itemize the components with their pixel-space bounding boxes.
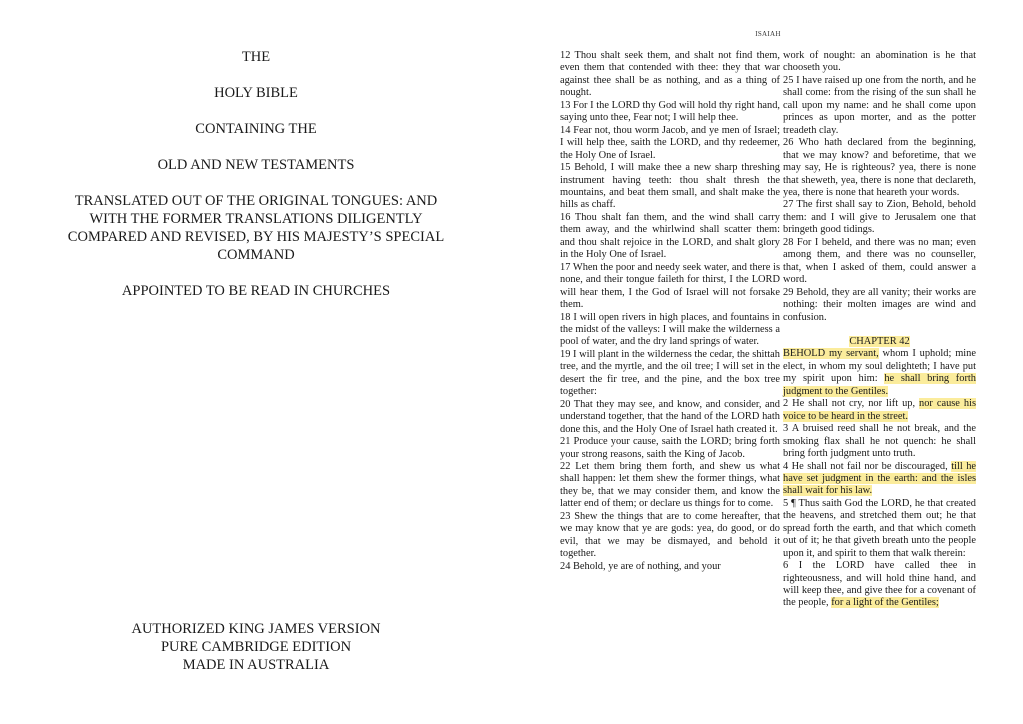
verse: 29 Behold, they are all vanity; their works are nothing: their molten images are wind and confusion.	[783, 286, 976, 323]
chapter-gap	[783, 324, 976, 336]
text-column-left	[560, 50, 780, 573]
text-column-right	[783, 50, 976, 610]
verse-text: whom I uphold; mine elect, in whom my soul delighteth; I have put my spirit upon him:	[783, 348, 976, 385]
verse: 19 I will plant in the wilderness the cedar, the shittah tree, and the myrtle, and the oil tree; I will set in the desert the fir tree, and the pine, and the box tree together:	[560, 348, 780, 398]
verse: 15 Behold, I will make thee a new sharp threshing instrument having teeth: thou shalt thresh the mountains, and beat them small, and shalt make the hills as chaff.	[560, 162, 780, 211]
verse: 22 Let them bring them forth, and shew us what shall happen: let them shew the former things, what they be, that we may consider them, and know the latter end of them; or declare us things for to come.	[560, 460, 780, 510]
verse: work of nought: an abomination is he that chooseth you.	[783, 50, 976, 74]
verse: 5 ¶ Thus saith God the LORD, he that created the heavens, and stretched them out; he that spread forth the earth, and that which cometh out of it; he that giveth breath unto the people upon it, and spirit to them that walk therein:	[783, 497, 976, 559]
highlight: CHAPTER 42	[849, 335, 910, 347]
title-edition-line: MADE IN AUSTRALIA	[182, 657, 330, 673]
title-the: THE	[241, 49, 271, 65]
verse: 17 When the poor and needy seek water, and there is none, and their tongue faileth for thirst, I the LORD will hear them, I the God of Israel will not forsake them.	[560, 261, 780, 311]
title-page	[40, 48, 472, 688]
verse: 24 Behold, ye are of nothing, and your	[560, 560, 721, 572]
verse: 12 Thou shalt seek them, and shalt not find them, even them that contended with thee: they that war against thee shall be as nothing, and as a thing of nought.	[560, 50, 780, 99]
title-translated-line: WITH THE FORMER TRANSLATIONS DILIGENTLY	[89, 211, 423, 227]
verse: 20 That they may see, and know, and consider, and understand together, that the hand of the LORD hath done this, and the Holy One of Israel hath created it.	[560, 398, 780, 435]
verse	[783, 398, 976, 423]
verse: 28 For I beheld, and there was no man; even among them, and there was no counseller, that, when I asked of them, could answer a word.	[783, 236, 976, 286]
verse: 18 I will open rivers in high places, and fountains in the midst of the valleys: I will make the wilderness a pool of water, and the dry land springs of water.	[560, 311, 780, 348]
verse: 27 The first shall say to Zion, Behold, behold them: and I will give to Jerusalem one that bringeth good tidings.	[783, 199, 976, 236]
verse-text: 2 He shall not cry, nor lift up,	[783, 398, 920, 410]
title-translated-block	[40, 192, 472, 264]
verse: 16 Thou shalt fan them, and the wind shall carry them away, and the whirlwind shall scatter them: and thou shalt rejoice in the LORD, and shalt glory in the Holy One of Israel.	[560, 211, 780, 261]
verse-text: 6 I the LORD have called thee in righteousness, and will hold thine hand, and will keep thee, and give thee for a covenant of the people,	[783, 560, 976, 609]
title-containing: CONTAINING THE	[195, 121, 317, 137]
verse: 21 Produce your cause, saith the LORD; bring forth your strong reasons, saith the King of Jacob.	[560, 436, 780, 460]
title-edition-line: PURE CAMBRIDGE EDITION	[160, 639, 352, 655]
running-head: ISAIAH	[755, 30, 781, 38]
verse: 23 Shew the things that are to come hereafter, that we may know that ye are gods: yea, do good, or do evil, that we may be dismayed, and behold it together.	[560, 510, 780, 560]
title-translated-line: COMPARED AND REVISED, BY HIS MAJESTY’S SPECIAL	[67, 229, 445, 245]
title-edition-block	[40, 620, 472, 674]
highlight: BEHOLD my servant,	[783, 348, 879, 360]
verse	[783, 560, 976, 610]
chapter-heading	[783, 336, 976, 348]
verse-text: 4 He shall not fail nor be discouraged,	[783, 460, 952, 472]
verse: 25 I have raised up one from the north, and he shall come: from the rising of the sun shall he call upon my name: and he shall come upon princes as upon morter, and as the potter treadeth clay.	[783, 74, 976, 136]
title-translated-line: COMMAND	[217, 247, 295, 263]
highlight: nor cause his voice to be heard in the street.	[783, 398, 976, 422]
title-holy-bible: HOLY BIBLE	[214, 85, 298, 101]
title-edition-line: AUTHORIZED KING JAMES VERSION	[131, 621, 381, 637]
highlight: till he have set judgment in the earth: and the isles shall wait for his law.	[783, 460, 976, 497]
verse: 26 Who hath declared from the beginning, that we may know? and beforetime, that we may say, He is righteous? yea, there is none that sheweth, yea, there is none that declareth, yea, there is none that heareth your words.	[783, 137, 976, 198]
verse: 3 A bruised reed shall he not break, and the smoking flax shall he not quench: he shall bring forth judgment unto truth.	[783, 423, 976, 460]
verse	[783, 461, 976, 498]
highlight: he shall bring forth judgment to the Gentiles.	[783, 373, 976, 397]
title-translated-line: TRANSLATED OUT OF THE ORIGINAL TONGUES: AND	[74, 193, 438, 209]
verse: 14 Fear not, thou worm Jacob, and ye men of Israel; I will help thee, saith the LORD, and thy redeemer, the Holy One of Israel.	[560, 124, 780, 161]
verse	[783, 348, 976, 398]
highlight: for a light of the Gentiles;	[831, 597, 939, 609]
verse: 13 For I the LORD thy God will hold thy right hand, saying unto thee, Fear not; I will help thee.	[560, 99, 780, 124]
title-testaments: OLD AND NEW TESTAMENTS	[157, 157, 355, 173]
title-appointed: APPOINTED TO BE READ IN CHURCHES	[121, 283, 391, 299]
